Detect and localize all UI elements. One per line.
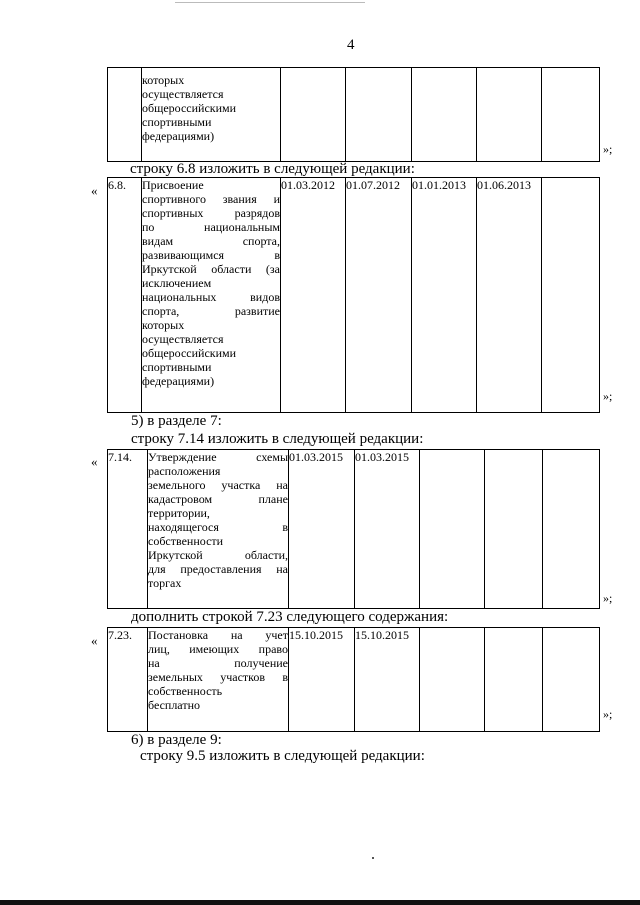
- text-line: общероссийскими: [142, 101, 237, 115]
- end-quote: »;: [603, 142, 613, 156]
- table-row-6-8: [107, 177, 600, 413]
- text-line: для предоставления на: [148, 562, 288, 576]
- cell-date: [412, 68, 477, 162]
- cell-empty: [485, 628, 543, 732]
- text-line: земельного участка на: [148, 478, 288, 492]
- cell-empty: [542, 68, 600, 162]
- cell-date: 01.03.2012: [281, 178, 346, 413]
- cell-date: 01.03.2015: [355, 450, 420, 609]
- cell-date: 15.10.2015: [355, 628, 420, 732]
- cell-date: 15.10.2015: [289, 628, 355, 732]
- text-line: федерациями): [142, 129, 215, 143]
- text-line: собственность: [148, 684, 223, 698]
- text-line: национальных видов: [142, 290, 280, 304]
- cell-text: [142, 178, 281, 413]
- instruction-section-7: 5) в разделе 7:: [131, 413, 222, 429]
- instruction-7-23: дополнить строкой 7.23 следующего содержания:: [131, 609, 449, 625]
- cell-date: 01.07.2012: [346, 178, 412, 413]
- cell-number: [108, 68, 142, 162]
- text-line: по национальным: [142, 220, 280, 234]
- text-line: Иркутской области,: [148, 548, 288, 562]
- text-line: спортивного звания и: [142, 192, 280, 206]
- text-line: спортивными: [142, 115, 212, 129]
- cell-date: 01.03.2015: [289, 450, 355, 609]
- text-line: спортивными: [142, 360, 212, 374]
- text-line: земельных участков в: [148, 670, 288, 684]
- cell-date: 01.01.2013: [412, 178, 477, 413]
- text-line: осуществляется: [142, 87, 224, 101]
- page-number: 4: [347, 37, 355, 53]
- text-line: федерациями): [142, 374, 215, 388]
- text-line: которых: [142, 73, 185, 87]
- instruction-6-8: строку 6.8 изложить в следующей редакции:: [130, 161, 415, 177]
- cell-empty: [420, 450, 485, 609]
- cell-empty: [543, 450, 600, 609]
- text-line: торгах: [148, 576, 182, 590]
- table-row-7-23: [107, 627, 600, 732]
- table-row-7-14: [107, 449, 600, 609]
- instruction-7-14: строку 7.14 изложить в следующей редакции:: [131, 431, 424, 447]
- text-line: Постановка на учет: [148, 628, 288, 642]
- row-number: 6.8.: [108, 178, 142, 413]
- text-line: Иркутской области (за: [142, 262, 280, 276]
- text-line: Утверждение схемы: [148, 450, 288, 464]
- text-line: видам спорта,: [142, 234, 280, 248]
- top-scan-line: [175, 2, 365, 3]
- text-line: на получение: [148, 656, 288, 670]
- text-line: исключением: [142, 276, 212, 290]
- cell-empty: [543, 628, 600, 732]
- text-line: расположения: [148, 464, 221, 478]
- cell-empty: [420, 628, 485, 732]
- text-line: развивающимся в: [142, 248, 280, 262]
- text-line: бесплатно: [148, 698, 200, 712]
- text-line: осуществляется: [142, 332, 224, 346]
- row-number: 7.23.: [108, 628, 148, 732]
- open-quote: «: [91, 633, 98, 648]
- cell-date: [477, 68, 542, 162]
- text-line: находящегося в: [148, 520, 288, 534]
- cell-empty: [542, 178, 600, 413]
- text-line: кадастровом плане: [148, 492, 288, 506]
- cell-text: [148, 450, 289, 609]
- table-continuation: [107, 67, 600, 162]
- instruction-section-9: 6) в разделе 9:: [131, 732, 222, 748]
- cell-date: [281, 68, 346, 162]
- text-line: общероссийскими: [142, 346, 237, 360]
- end-quote: »;: [603, 389, 613, 403]
- end-quote: »;: [603, 707, 613, 721]
- cell-empty: [485, 450, 543, 609]
- cell-text: [148, 628, 289, 732]
- text-line: территории,: [148, 506, 210, 520]
- row-number: 7.14.: [108, 450, 148, 609]
- open-quote: «: [91, 454, 98, 469]
- cell-text: [142, 68, 281, 162]
- text-line: спортивных разрядов: [142, 206, 280, 220]
- instruction-9-5: строку 9.5 изложить в следующей редакции:: [140, 748, 425, 764]
- text-line: спорта, развитие: [142, 304, 280, 318]
- cell-date: 01.06.2013: [477, 178, 542, 413]
- bottom-scan-edge: [0, 900, 640, 905]
- text-line: которых: [142, 318, 185, 332]
- text-line: лиц, имеющих право: [148, 642, 288, 656]
- text-line: Присвоение: [142, 178, 204, 192]
- cell-date: [346, 68, 412, 162]
- scan-speck: [372, 857, 374, 859]
- end-quote: »;: [603, 591, 613, 605]
- open-quote: «: [91, 183, 98, 198]
- text-line: собственности: [148, 534, 224, 548]
